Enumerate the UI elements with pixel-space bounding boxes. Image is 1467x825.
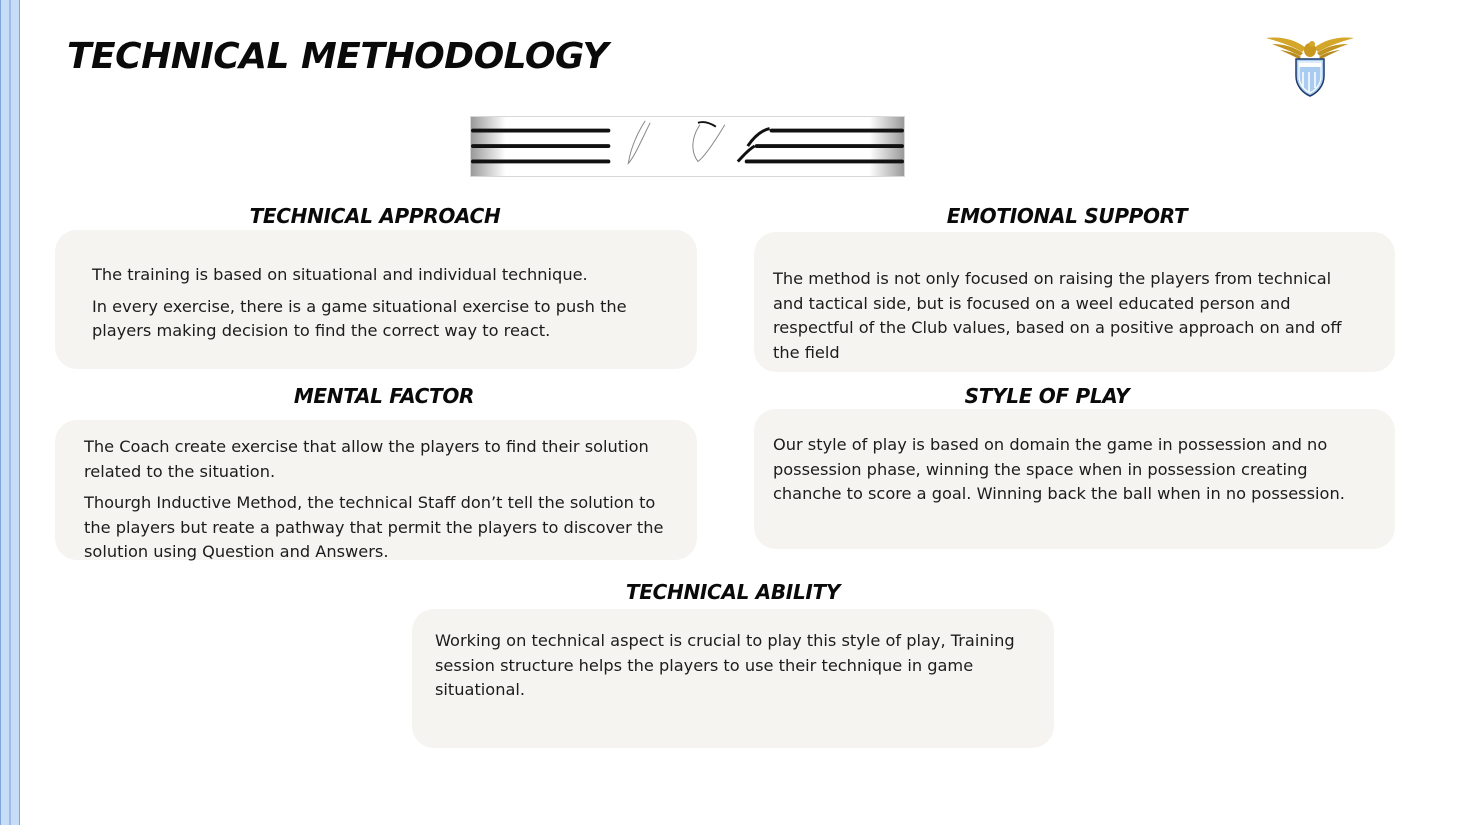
- left-accent-bar: [0, 0, 20, 825]
- technical-approach-card: [55, 230, 697, 369]
- mental-factor-heading: MENTAL FACTOR: [293, 384, 475, 408]
- technical-approach-paragraph: The training is based on situational and individual technique.: [92, 265, 588, 284]
- emotional-support-heading: EMOTIONAL SUPPORT: [946, 204, 1188, 228]
- technical-approach-paragraph: In every exercise, there is a game situational exercise to push the players making decision to find the correct way to react.: [92, 296, 627, 340]
- style-of-play-paragraph: Our style of play is based on domain the game in possession and no possession phase, winning the space when in possession creating chanche to score a goal. Winning back the ball when in no possession.: [773, 435, 1345, 503]
- technical-ability-heading: TECHNICAL ABILITY: [625, 580, 841, 604]
- emotional-support-card: [754, 232, 1395, 372]
- emotional-support-paragraph: The method is not only focused on raising the players from technical and tactical side, but is focused on a weel educated person and respectful of the Club values, based on a positive approach on and off the field: [773, 269, 1342, 362]
- stripes-banner: [470, 116, 905, 177]
- ss-lazio-crest-icon: [1262, 32, 1358, 98]
- style-of-play-card: [754, 409, 1395, 549]
- mental-factor-paragraph: The Coach create exercise that allow the players to find their solution related to the situation.: [84, 437, 649, 481]
- technical-ability-card: [412, 609, 1054, 748]
- style-of-play-heading: STYLE OF PLAY: [964, 384, 1130, 408]
- mental-factor-paragraph: Thourgh Inductive Method, the technical Staff don’t tell the solution to the players but reate a pathway that permit the players to discover the solution using Question and Answers.: [84, 493, 664, 561]
- technical-approach-heading: TECHNICAL APPROACH: [249, 204, 501, 228]
- page-title: TECHNICAL METHODOLOGY: [67, 36, 609, 77]
- mental-factor-card: [55, 420, 697, 560]
- technical-ability-paragraph: Working on technical aspect is crucial to play this style of play, Training session structure helps the players to use their technique in game situational.: [435, 631, 1015, 699]
